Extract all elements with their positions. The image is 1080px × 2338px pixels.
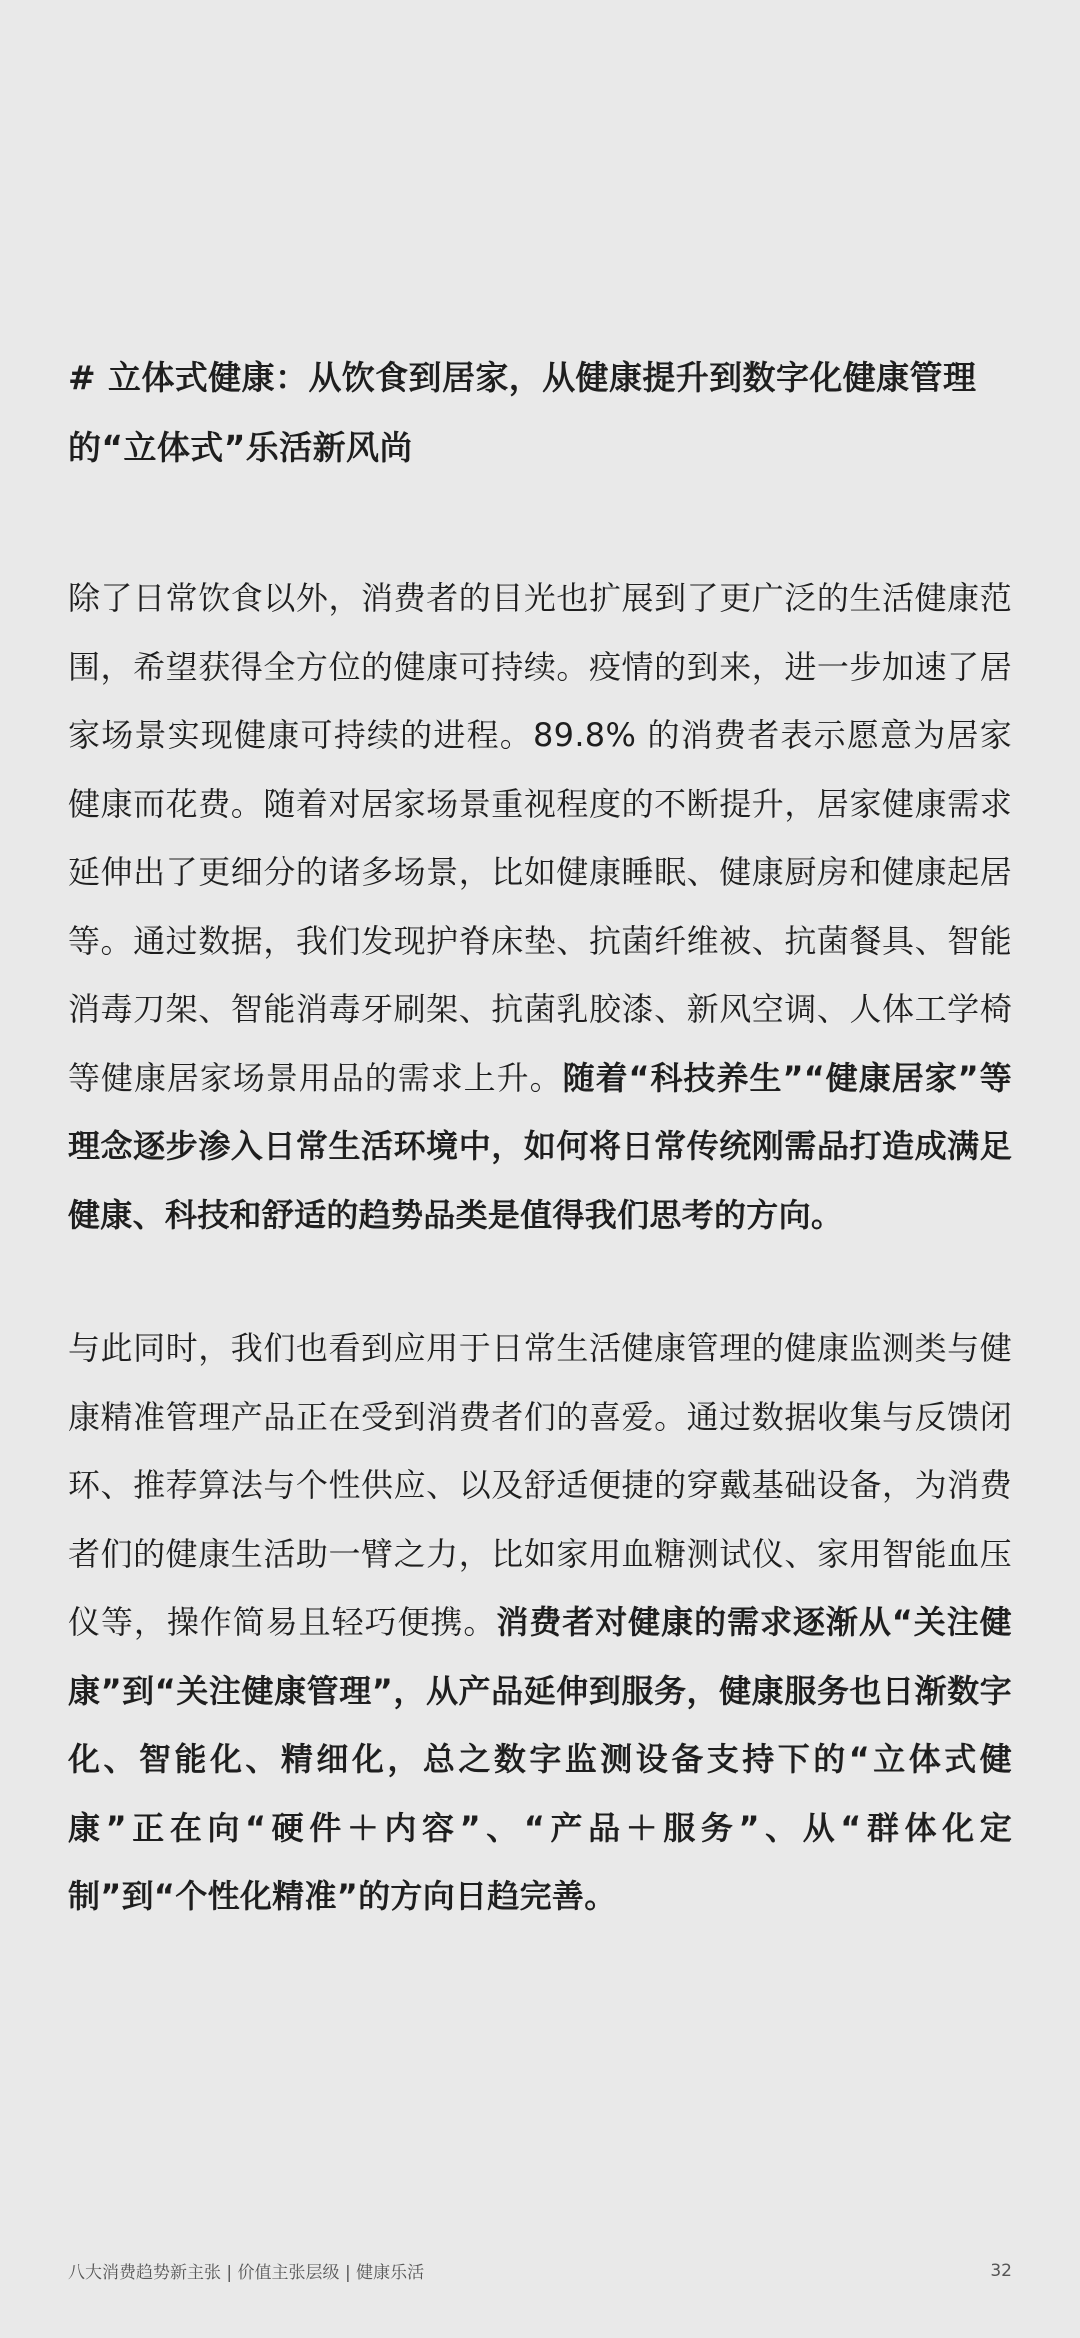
footer-section-trends: 八大消费趋势新主张 [68,2263,221,2283]
paragraph-emphasis: 随着“科技养生”“健康居家”等理念逐步渗入日常生活环境中，如何将日常传统刚需品打造成满足健康、科技和舒适的趋势品类是值得我们思考的方向。 [68,1058,1012,1234]
page-footer [68,2258,1012,2283]
paragraph-home-health [68,564,1012,1249]
paragraph-text: 与此同时，我们也看到应用于日常生活健康管理的健康监测类与健康精准管理产品正在受到消费者们的喜爱。通过数据收集与反馈闭环、推荐算法与个性供应、以及舒适便捷的穿戴基础设备，为消费者们的健康生活助一臂之力，比如家用血糖测试仪、家用智能血压仪等，操作简易且轻巧便携。 [68,1329,1012,1641]
page-number: 32 [990,2260,1012,2281]
paragraph-health-monitoring [68,1314,1012,1931]
footer-separator: | [226,2263,233,2283]
footer-section-health: 健康乐活 [356,2263,425,2283]
footer-breadcrumb [68,2258,424,2283]
section-heading: # 立体式健康：从饮食到居家，从健康提升到数字化健康管理的“立体式”乐活新风尚 [68,358,977,467]
document-body [68,343,1012,1931]
footer-section-value: 价值主张层级 [237,2263,340,2283]
footer-separator: | [344,2263,351,2283]
paragraph-emphasis: 消费者对健康的需求逐渐从“关注健康”到“关注健康管理”，从产品延伸到服务，健康服务也日渐数字化、智能化、精细化，总之数字监测设备支持下的“立体式健康”正在向“硬件＋内容”、“产品＋服务”、从“群体化定制”到“个性化精准”的方向日趋完善。 [68,1603,1012,1915]
paragraph-text: 除了日常饮食以外，消费者的目光也扩展到了更广泛的生活健康范围，希望获得全方位的健康可持续。疫情的到来，进一步加速了居家场景实现健康可持续的进程。89.8% 的消费者表示愿意为居家健康而花费。随着对居家场景重视程度的不断提升，居家健康需求延伸出了更细分的诸多场景，比如健康睡眠、健康厨房和健康起居等。通过数据，我们发现护脊床垫、抗菌纤维被、抗菌餐具、智能消毒刀架、智能消毒牙刷架、抗菌乳胶漆、新风空调、人体工学椅等健康居家场景用品的需求上升。 [68,579,1012,1097]
